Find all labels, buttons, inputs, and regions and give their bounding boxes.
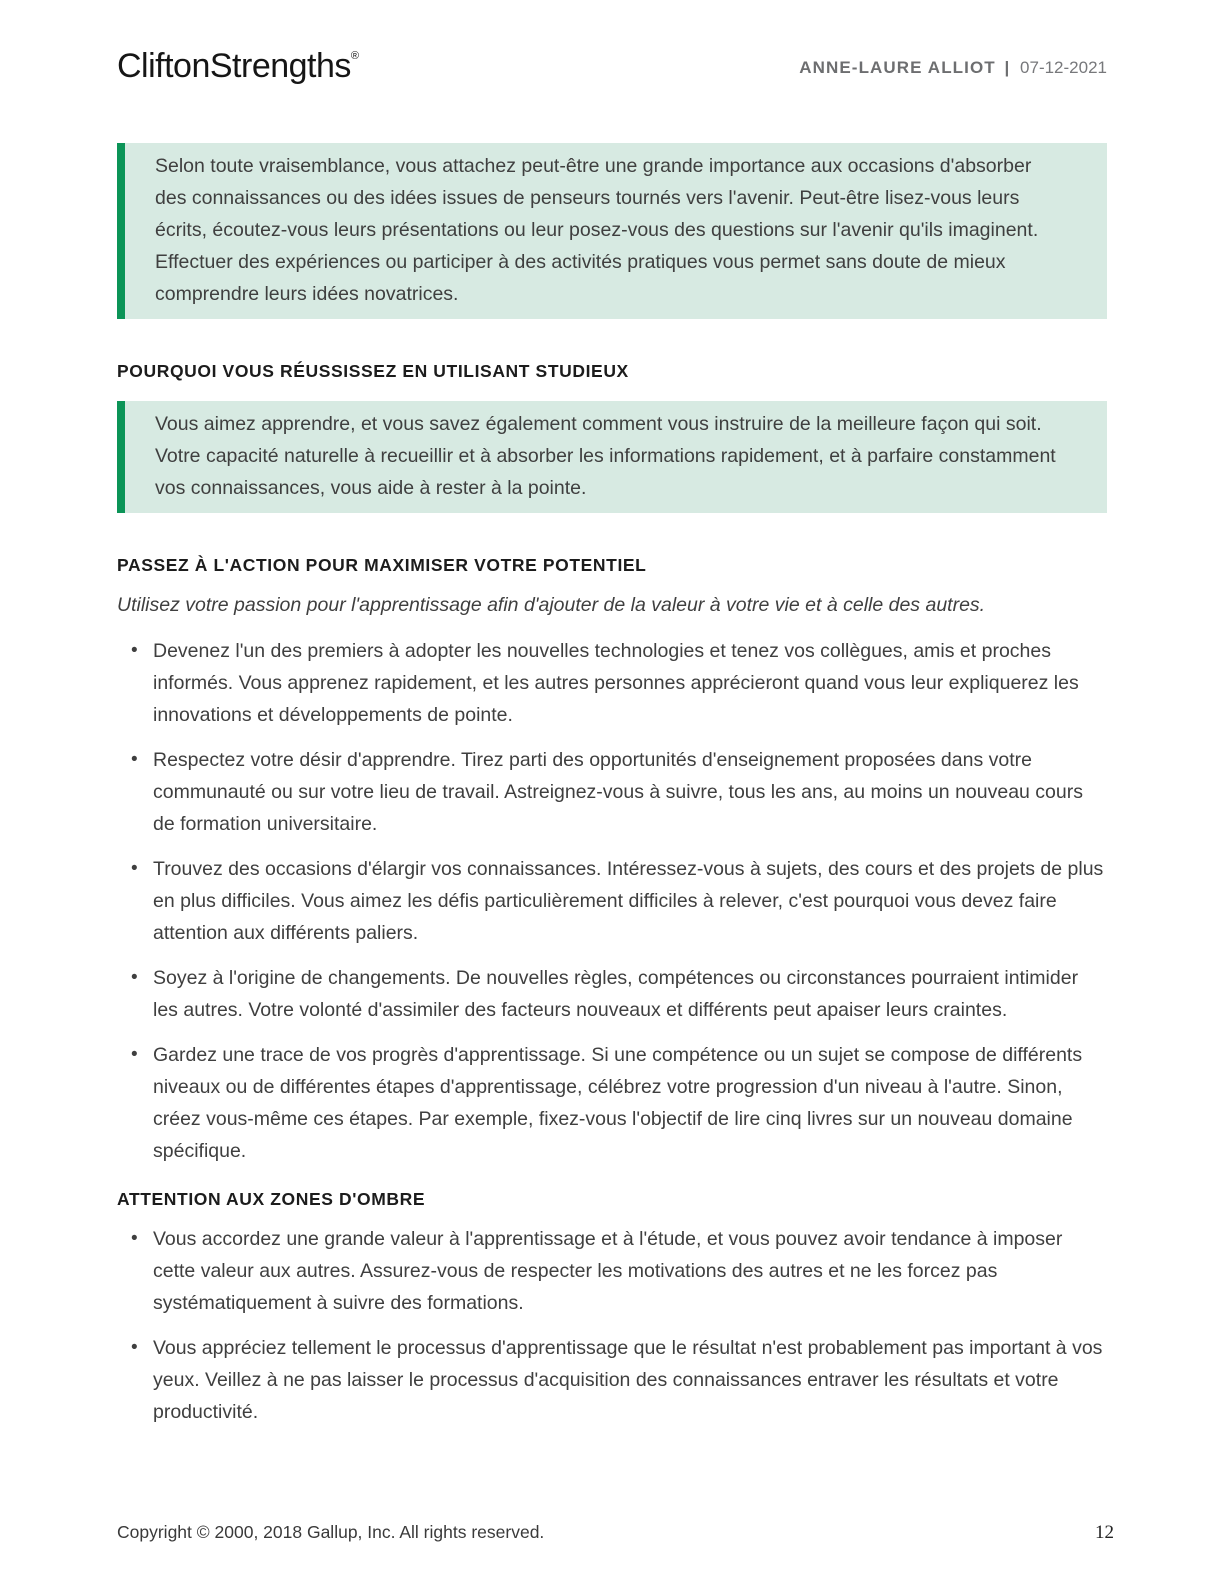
copyright-text: Copyright © 2000, 2018 Gallup, Inc. All rights reserved. <box>117 1522 545 1542</box>
section-heading-take-action: PASSEZ À L'ACTION POUR MAXIMISER VOTRE POTENTIEL <box>117 555 647 576</box>
list-item: • Vous accordez une grande valeur à l'apprentissage et à l'étude, et vous pouvez avoir tendance à imposer cette valeur aux autres. Assurez-vous de respecter les motivations des autres et ne les forcez pas systématiquement à suivre des formations. <box>117 1223 1107 1319</box>
page-header <box>117 48 1107 85</box>
registered-trademark-symbol: ® <box>350 50 360 62</box>
meta-separator: | <box>1004 58 1010 77</box>
take-action-bullet-list <box>117 635 1107 1167</box>
report-date: 07-12-2021 <box>1020 58 1107 77</box>
list-item: • Vous appréciez tellement le processus d'apprentissage que le résultat n'est probablement pas important à vos yeux. Veillez à ne pas laisser le processus d'acquisition des connaissances entraver les résultats et votre productivité. <box>117 1332 1107 1428</box>
blind-spots-bullet-list <box>117 1223 1107 1428</box>
list-item: • Soyez à l'origine de changements. De nouvelles règles, compétences ou circonstances pourraient intimider les autres. Votre volonté d'assimiler des facteurs nouveaux et différents peut apaiser leurs craintes. <box>117 962 1107 1026</box>
page-footer <box>117 1522 1114 1544</box>
cliftonstrengths-logo <box>117 48 359 85</box>
insight-highlight-text: Selon toute vraisemblance, vous attachez peut-être une grande importance aux occasions d'absorber des connaissances ou des idées issues de penseurs tournés vers l'avenir. Peut-être lisez-vous leurs écrits, écoutez-vous leurs présentations ou leur posez-vous des questions sur l'avenir qu'ils imaginent. Effectuer des expériences ou participer à des activités pratiques vous permet sans doute de mieux comprendre leurs idées novatrices. <box>155 155 1039 306</box>
insight-highlight-block <box>117 143 1107 319</box>
logo-text: CliftonStrengths <box>117 47 351 85</box>
list-item: • Gardez une trace de vos progrès d'apprentissage. Si une compétence ou un sujet se compose de différents niveaux ou de différentes étapes d'apprentissage, célébrez votre progression d'un niveau à l'autre. Sinon, créez vous-même ces étapes. Par exemple, fixez-vous l'objectif de lire cinq livres sur un nouveau domaine spécifique. <box>117 1039 1107 1167</box>
report-meta <box>799 48 1107 78</box>
list-item: • Devenez l'un des premiers à adopter les nouvelles technologies et tenez vos collègues, amis et proches informés. Vous apprenez rapidement, et les autres personnes apprécieront quand vous leur expliquerez les innovations et développements de pointe. <box>117 635 1107 731</box>
section-heading-why-succeed: POURQUOI VOUS RÉUSSISSEZ EN UTILISANT STUDIEUX <box>117 361 629 382</box>
page-number: 12 <box>1095 1522 1114 1543</box>
person-name: ANNE-LAURE ALLIOT <box>799 58 996 77</box>
why-succeed-highlight-block <box>117 401 1107 513</box>
list-item: • Trouvez des occasions d'élargir vos connaissances. Intéressez-vous à sujets, des cours et des projets de plus en plus difficiles. Vous aimez les défis particulièrement difficiles à relever, c'est pourquoi vous devez faire attention aux différents paliers. <box>117 853 1107 949</box>
list-item: • Respectez votre désir d'apprendre. Tirez parti des opportunités d'enseignement proposées dans votre communauté ou sur votre lieu de travail. Astreignez-vous à suivre, tous les ans, au moins un nouveau cours de formation universitaire. <box>117 744 1107 840</box>
take-action-intro: Utilisez votre passion pour l'apprentissage afin d'ajouter de la valeur à votre vie et à celle des autres. <box>117 594 986 617</box>
section-heading-blind-spots: ATTENTION AUX ZONES D'OMBRE <box>117 1189 426 1210</box>
why-succeed-highlight-text: Vous aimez apprendre, et vous savez également comment vous instruire de la meilleure façon qui soit. Votre capacité naturelle à recueillir et à absorber les informations rapidement, et à parfaire constamment vos connaissances, vous aide à rester à la pointe. <box>155 413 1056 500</box>
